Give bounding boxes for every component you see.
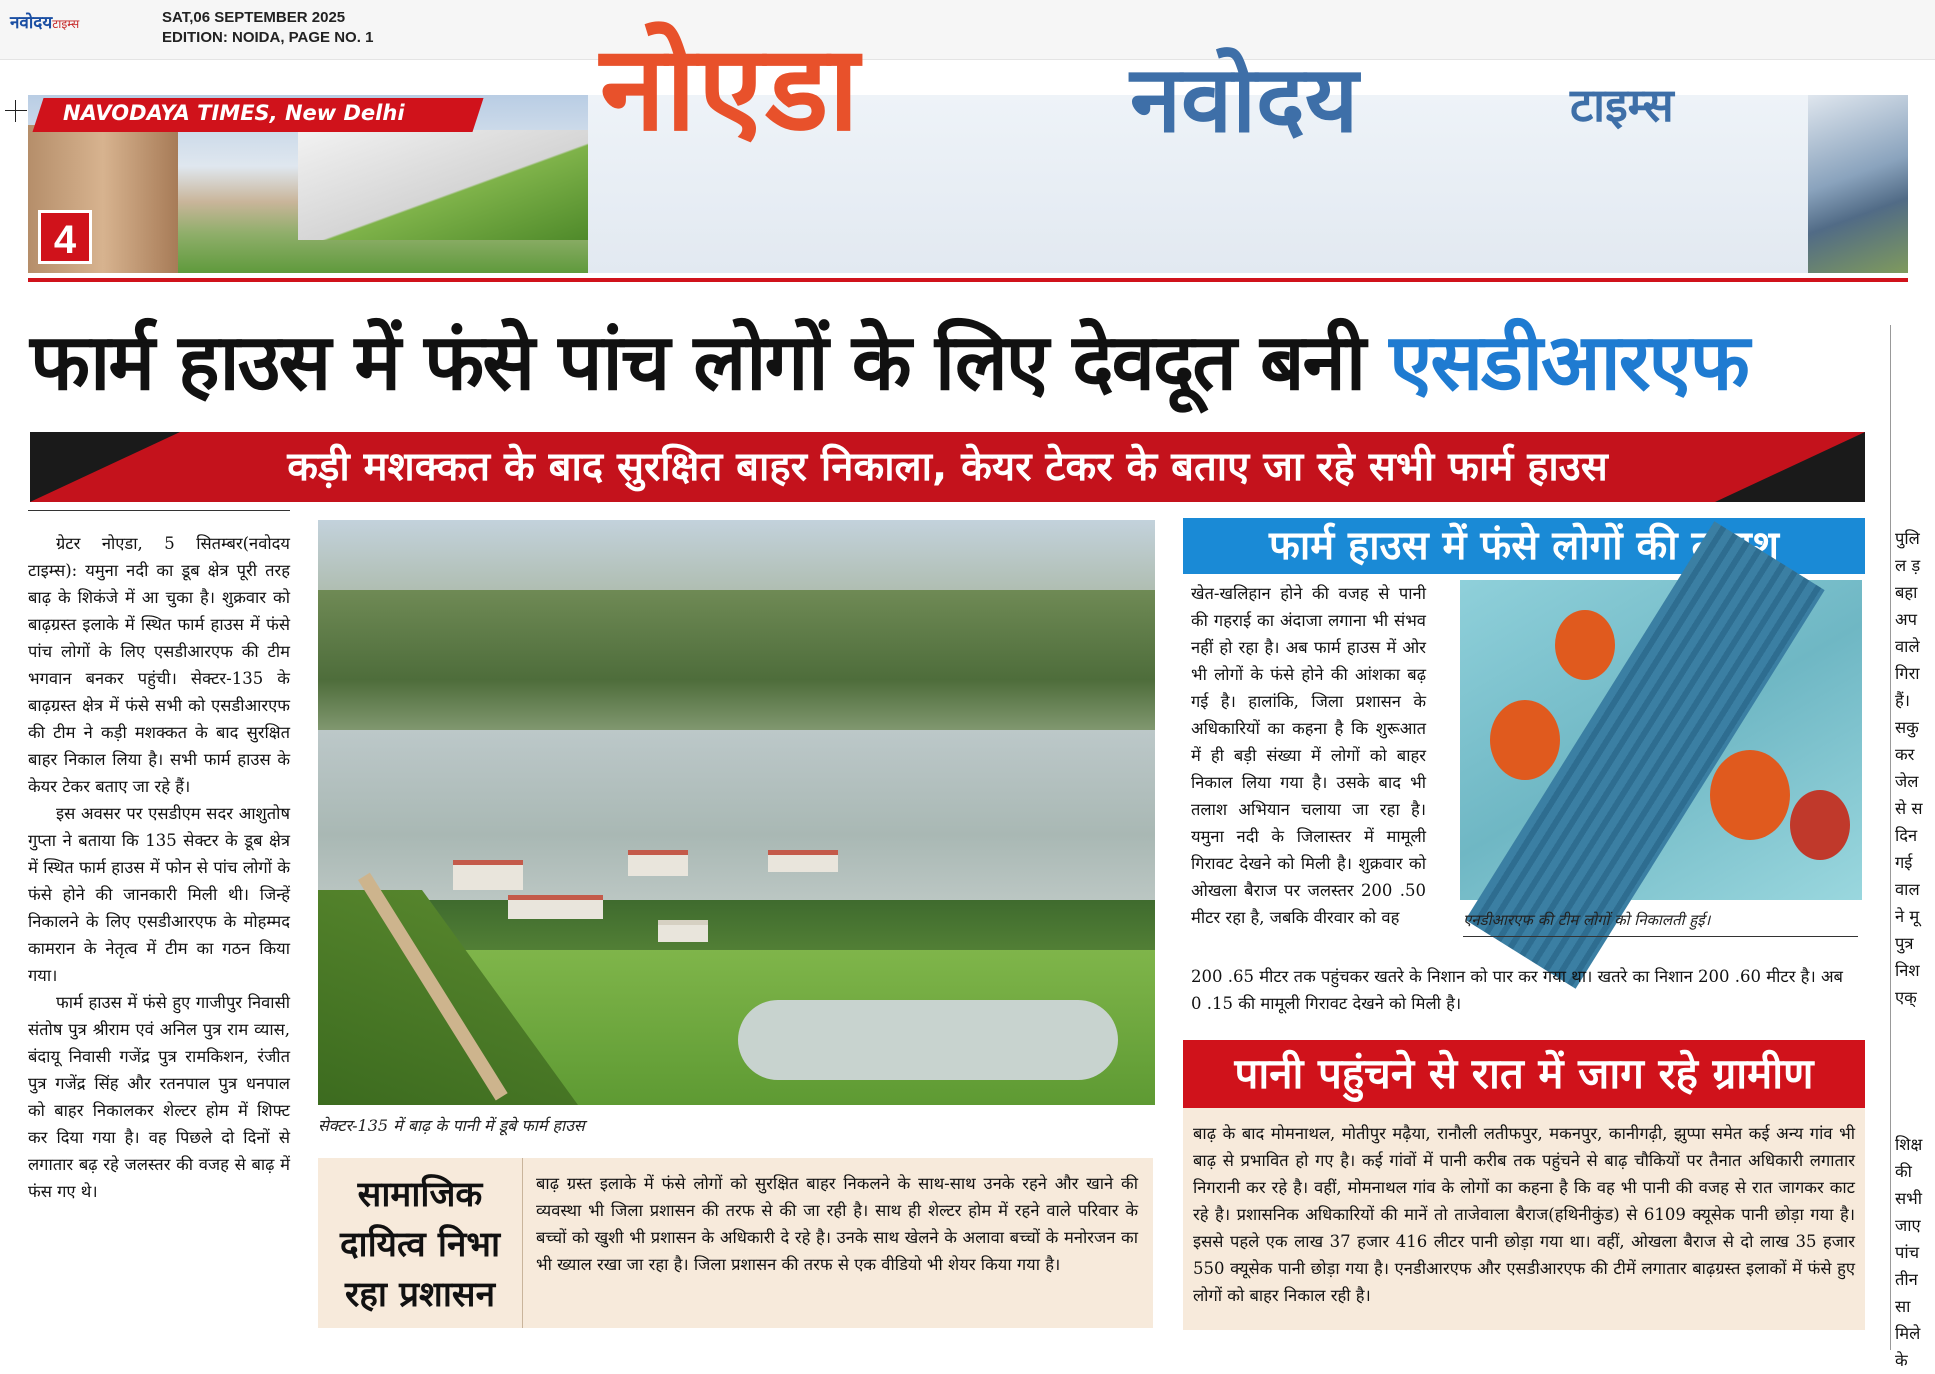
story-paragraph: इस अवसर पर एसडीएम सदर आशुतोष गुप्ता ने बताया कि 135 सेक्टर के डूब क्षेत्र में स्थित फार्म हाउस में फोन से पांच लोगों के फंसे होने की जानकारी मिली थी। जिन्हें निकालने के लिए एसडीआरएफ के मोहम्मद कामरान के नेतृत्व में टीम का गठन किया गया। bbox=[28, 804, 290, 985]
headline-main: फार्म हाउस में फंसे पांच लोगों के लिए देवदूत बनी bbox=[30, 318, 1390, 408]
adjacent-text-line: ल ड़ bbox=[1895, 556, 1921, 575]
newspaper-logo[interactable] bbox=[10, 10, 79, 33]
column-gap bbox=[1895, 1011, 1935, 1131]
subhead-text: कड़ी मशक्कत के बाद सुरक्षित बाहर निकाला, केयर टेकर के बताए जा रहे सभी फार्म हाउस bbox=[287, 444, 1608, 490]
adjacent-text-line: के bbox=[1895, 1351, 1908, 1370]
adjacent-lines-top bbox=[1895, 525, 1935, 1011]
social-responsibility-box bbox=[318, 1158, 1153, 1328]
search-story-title: फार्म हाउस में फंसे लोगों की तलाश bbox=[1183, 518, 1865, 574]
flood-photo bbox=[318, 520, 1155, 1105]
adjacent-text-line: बहा bbox=[1895, 583, 1918, 602]
social-box-title: सामाजिक दायित्व निभा रहा प्रशासन bbox=[318, 1158, 523, 1328]
photo-treeline bbox=[318, 590, 1155, 740]
adjacent-text-line: एक् bbox=[1895, 988, 1917, 1007]
adjacent-text-line: जाए bbox=[1895, 1216, 1921, 1235]
adjacent-text-line: ने मू bbox=[1895, 907, 1920, 926]
photo-house bbox=[768, 850, 838, 872]
story-paragraph: ग्रेटर नोएडा, 5 सितम्बर(नवोदय टाइम्स): यमुना नदी का डूब क्षेत्र पूरी तरह बाढ़ के शिकंजे में आ चुका है। शुक्रवार को बाढ़ग्रस्त इलाके में स्थित फार्म हाउस में फंसे पांच लोगों के लिए एसडीआरएफ की टीम भगवान बनकर पहुंची। सेक्टर-135 के बाढ़ग्रस्त क्षेत्र में फंसे सभी को एसडीआरएफ की टीम ने कड़ी मशक्कत के बाद सुरक्षित बाहर निकाल लिया है। सभी फार्म हाउस के केयर टेकर बताए जा रहे हैं। bbox=[28, 534, 290, 796]
masthead-title-noida: नोएडा bbox=[600, 19, 861, 157]
adjacent-text-line: की bbox=[1895, 1162, 1912, 1181]
adjacent-text-line: दिन bbox=[1895, 826, 1918, 845]
masthead-photo-right bbox=[1808, 95, 1908, 273]
headline-highlight: एसडीआरएफ bbox=[1389, 318, 1748, 408]
search-story-box bbox=[1183, 518, 1865, 1028]
stadium-image bbox=[298, 130, 588, 240]
column-rule bbox=[28, 510, 290, 511]
adjacent-text-line: पांच bbox=[1895, 1243, 1920, 1262]
edition-page: EDITION: NOIDA, PAGE NO. 1 bbox=[162, 29, 374, 46]
crosshair-icon bbox=[5, 100, 27, 122]
adjacent-story-column bbox=[1890, 325, 1935, 1370]
edition-date: SAT,06 SEPTEMBER 2025 bbox=[162, 9, 346, 26]
edition-meta bbox=[162, 8, 373, 48]
flood-photo-caption: सेक्टर-135 में बाढ़ के पानी में डूबे फार्म हाउस bbox=[318, 1116, 585, 1135]
adjacent-text-line: वाले bbox=[1895, 637, 1920, 656]
photo-house bbox=[453, 860, 523, 890]
adjacent-lines-bottom bbox=[1895, 1131, 1935, 1374]
column-gap bbox=[1895, 325, 1935, 525]
masthead-banner-text: NAVODAYA TIMES, New Delhi bbox=[63, 101, 405, 125]
adjacent-text-line: सा bbox=[1895, 1297, 1911, 1316]
page-number-badge: 4 bbox=[38, 210, 92, 264]
viewer-top-bar bbox=[0, 0, 1935, 60]
rescuer-figure bbox=[1790, 790, 1850, 860]
adjacent-text-line: सकु bbox=[1895, 718, 1919, 737]
villagers-story-body: बाढ़ के बाद मोमनाथल, मोतीपुर मढ़ैया, रानौली लतीफपुर, मकनपुर, कानीगढ़ी, झुप्पा समेत कई अन्य गांव भी बाढ़ से प्रभावित हो गए है। कई गांवों में पानी करीब तक पहुंचने से बाढ़ चौकियों पर तैनात अधिकारी लगातार निगरानी कर रहे है। वहीं, मोमनाथल गांव के लोगों का कहना है कि वह भी पानी की वजह से रात जागकर काट रहे है। प्रशासनिक अधिकारियों की मानें तो ताजेवाला बैराज(हथिनीकुंड) से 6109 क्यूसेक पानी छोड़ा गया है। इससे पहले एक लाख 37 हजार 416 लीटर पानी छोड़ा गया था। वहीं, ओखला बैराज से दो लाख 35 हजार 550 क्यूसेक पानी छोड़ा गया है। एनडीआरएफ और एसडीआरएफ की टीमें लगातार बाढ़ग्रस्त इलाकों में फंसे हुए लोगों को बाहर निकाल रही है। bbox=[1193, 1124, 1855, 1305]
photo-house bbox=[658, 920, 708, 942]
search-story-body-tail: 200 .65 मीटर तक पहुंचकर खतरे के निशान को पार कर गया था। खतरे का निशान 200 .60 मीटर है। अब 0 .15 की मामूली गिरावट देखने को मिली है। bbox=[1191, 967, 1843, 1013]
rescuer-figure bbox=[1555, 610, 1615, 680]
masthead-divider bbox=[28, 278, 1908, 282]
masthead-title-navoday: नवोदय bbox=[1130, 46, 1359, 153]
masthead-title-times: टाइम्स bbox=[1570, 78, 1674, 132]
subhead-banner bbox=[30, 432, 1865, 502]
logo-sub-text: टाइम्स bbox=[52, 17, 80, 31]
villagers-story-box bbox=[1183, 1040, 1865, 1330]
villagers-story-title: पानी पहुंचने से रात में जाग रहे ग्रामीण bbox=[1183, 1040, 1865, 1108]
photo-house bbox=[628, 850, 688, 876]
adjacent-text-line: पुलि bbox=[1895, 529, 1920, 548]
photo-house bbox=[508, 895, 603, 919]
adjacent-text-line: गई bbox=[1895, 853, 1913, 872]
rescue-photo bbox=[1460, 580, 1862, 900]
rescuer-figure bbox=[1490, 700, 1560, 780]
adjacent-text-line: शिक्ष bbox=[1895, 1135, 1923, 1154]
adjacent-text-line: गिरा bbox=[1895, 664, 1920, 683]
logo-main-text: नवोदय bbox=[10, 13, 53, 33]
story-paragraph: फार्म हाउस में फंसे हुए गाजीपुर निवासी संतोष पुत्र श्रीराम एवं अनिल पुत्र राम व्यास, बंदायू निवासी गजेंद्र पुत्र रामकिशन, रंजीत पुत्र गजेंद्र सिंह और रतनपाल पुत्र धनपाल को बाहर निकालकर शेल्टर होम में शिफ्ट कर दिया गया है। वह पिछले दो दिनों से लगातार बढ़ रहे जलस्तर की वजह से बाढ़ में फंस गए थे। bbox=[28, 993, 290, 1201]
adjacent-text-line: जेल bbox=[1895, 772, 1919, 791]
photo-field-water bbox=[738, 1000, 1118, 1080]
adjacent-text-line: पुत्र bbox=[1895, 934, 1914, 953]
rescue-photo-caption: एनडीआरएफ की टीम लोगों को निकालती हुई। bbox=[1463, 910, 1858, 937]
rescuer-figure bbox=[1710, 750, 1790, 840]
search-story-body: खेत-खलिहान होने की वजह से पानी की गहराई का अंदाजा लगाना भी संभव नहीं हो रहा है। अब फार्म हाउस में ओर भी लोगों के फंसे होने की आंशका बढ़ गई है। हालांकि, जिला प्रशासन के अधिकारियों का कहना है कि शुरूआत में ही बड़ी संख्या में लोगों को बाहर निकाल लिया गया है। उसके बाद भी तलाश अभियान चलाया जा रहा है। यमुना नदी के जिलास्तर में मामूली गिरावट देखने को मिली है। शुक्रवार को ओखला बैराज पर जलस्तर 200 .50 मीटर रहा है, जबकि वीरवार को वह bbox=[1191, 584, 1426, 927]
social-box-body: बाढ़ ग्रस्त इलाके में फंसे लोगों को सुरक्षित बाहर निकलने के साथ-साथ उनके रहने और खाने की व्यवस्था भी जिला प्रशासन की तरफ से की जा रही है। साथ ही शेल्टर होम में रहने वाले परिवार के बच्चों को खुशी भी प्रशासन के अधिकारी दे रहे है। उनके साथ खेलने के अलावा बच्चों के मनोरजन का भी ख्याल रखा जा रहा है। जिला प्रशासन की तरफ से एक वीडियो भी शेयर किया गया है। bbox=[536, 1174, 1138, 1274]
adjacent-text-line: से स bbox=[1895, 799, 1923, 818]
story-left-column bbox=[28, 530, 290, 1330]
adjacent-text-line: वाल bbox=[1895, 880, 1920, 899]
page-headline bbox=[30, 308, 1870, 418]
adjacent-text-line: तीन bbox=[1895, 1270, 1918, 1289]
adjacent-text-line: सभी bbox=[1895, 1189, 1923, 1208]
adjacent-text-line: निश bbox=[1895, 961, 1920, 980]
adjacent-text-line: मिले bbox=[1895, 1324, 1921, 1343]
adjacent-text-line: कर bbox=[1895, 745, 1915, 764]
adjacent-text-line: हैं। bbox=[1895, 691, 1911, 710]
adjacent-text-line: अप bbox=[1895, 610, 1917, 629]
